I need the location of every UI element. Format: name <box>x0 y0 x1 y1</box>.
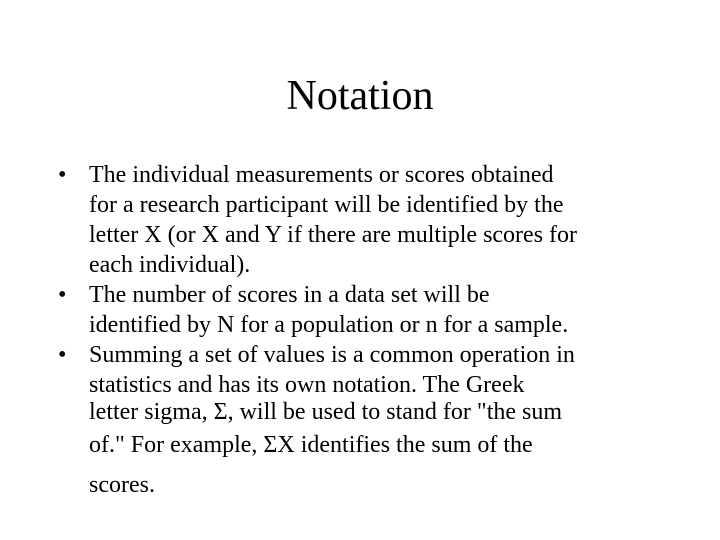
bullet-item-1 <box>58 160 668 280</box>
bullet-3-line-3: letter sigma, Σ, will be used to stand for "the sum <box>89 399 563 425</box>
bullet-3-line-5: scores. <box>89 472 155 498</box>
bullet-marker: • <box>58 162 67 188</box>
bullet-2-line-2: identified by N for a population or n for a sample. <box>89 312 569 338</box>
bullet-item-2 <box>58 280 668 340</box>
bullet-3-line-4: of." For example, ΣX identifies the sum of the <box>89 432 533 458</box>
bullet-marker: • <box>58 282 67 308</box>
bullet-1-line-1: The individual measurements or scores obtained <box>89 162 554 188</box>
bullet-1-line-4: each individual). <box>89 252 251 278</box>
bullet-1-line-3: letter X (or X and Y if there are multiple scores for <box>89 222 578 248</box>
bullet-3-line-2: statistics and has its own notation. The Greek <box>89 372 525 398</box>
bullet-2-line-1: The number of scores in a data set will be <box>89 282 490 308</box>
bullet-item-3 <box>58 340 668 500</box>
bullet-marker: • <box>58 342 67 368</box>
bullet-1-line-2: for a research participant will be identified by the <box>89 192 564 218</box>
slide-title: Notation <box>286 73 434 119</box>
bullet-list <box>58 160 668 500</box>
bullet-3-line-1: Summing a set of values is a common operation in <box>89 342 575 368</box>
